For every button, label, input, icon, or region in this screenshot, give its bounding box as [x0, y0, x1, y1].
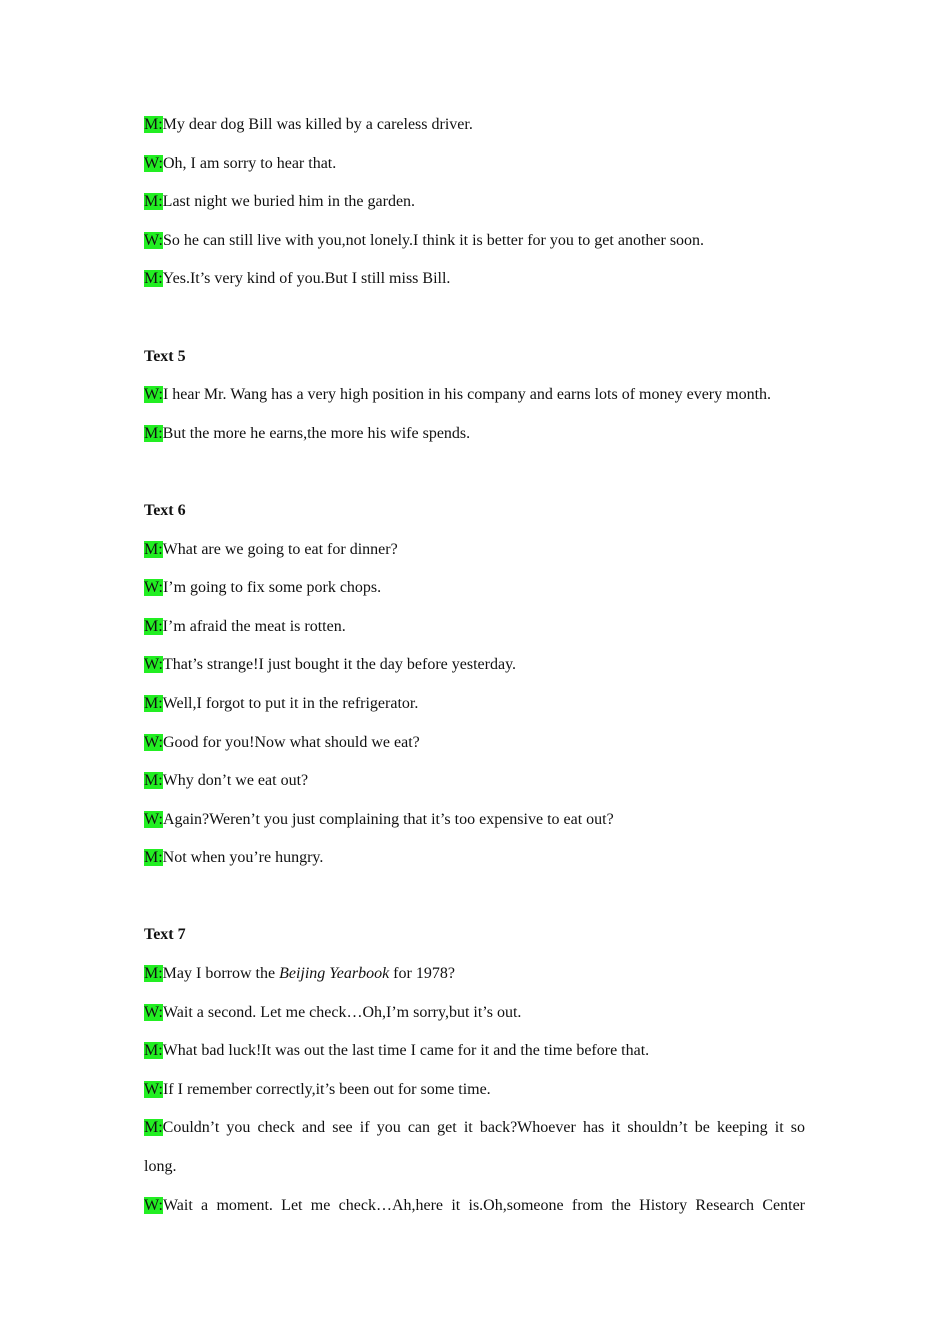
- speaker-label: W:: [144, 1196, 163, 1214]
- speaker-label: M:: [144, 193, 163, 211]
- speaker-label: M:: [144, 617, 163, 635]
- section-gap: [144, 299, 805, 338]
- speaker-label: W:: [144, 733, 163, 751]
- dialogue-line: [144, 1187, 805, 1226]
- dialogue-line: [144, 1032, 805, 1071]
- dialogue-line: [144, 608, 805, 647]
- dialogue-text: I’m afraid the meat is rotten.: [162, 617, 346, 635]
- dialogue-text: So he can still live with you,not lonely.I think it is better for you to get another soon.: [162, 231, 705, 249]
- section-heading: Text 7: [144, 926, 186, 944]
- dialogue-line: [144, 531, 805, 570]
- document-page: [144, 106, 805, 1225]
- dialogue-line: [144, 376, 805, 415]
- dialogue-line: [144, 145, 805, 184]
- speaker-label: M:: [144, 424, 163, 442]
- dialogue-text: Again?Weren’t you just complaining that it’s too expensive to eat out?: [162, 810, 614, 828]
- dialogue-text: Wait a moment. Let me check…Ah,here it is.Oh,someone from the History Research Center: [162, 1196, 805, 1214]
- dialogue-text: Well,I forgot to put it in the refrigerator.: [162, 694, 419, 712]
- dialogue-text: What are we going to eat for dinner?: [162, 540, 398, 558]
- dialogue-line: [144, 183, 805, 222]
- speaker-label: M:: [144, 116, 163, 133]
- dialogue-text: I hear Mr. Wang has a very high position in his company and earns lots of money every month.: [162, 386, 772, 404]
- dialogue-text: Last night we buried him in the garden.: [162, 193, 416, 211]
- dialogue-text: Wait a second. Let me check…Oh,I’m sorry,but it’s out.: [162, 1003, 522, 1021]
- dialogue-line: [144, 646, 805, 685]
- dialogue-text: Why don’t we eat out?: [162, 772, 309, 790]
- section-gap: [144, 453, 805, 492]
- dialogue-line: [144, 801, 805, 840]
- dialogue-line: [144, 569, 805, 608]
- dialogue-line: [144, 415, 805, 454]
- dialogue-line: [144, 839, 805, 878]
- speaker-label: W:: [144, 579, 163, 597]
- dialogue-line: [144, 994, 805, 1033]
- dialogue-line: [144, 260, 805, 299]
- speaker-label: W:: [144, 231, 163, 249]
- dialogue-text: Good for you!Now what should we eat?: [162, 733, 420, 751]
- dialogue-text: Yes.It’s very kind of you.But I still miss Bill.: [162, 270, 451, 288]
- speaker-label: M:: [144, 1042, 163, 1060]
- dialogue-text: Not when you’re hungry.: [162, 849, 324, 867]
- speaker-label: W:: [144, 386, 163, 404]
- speaker-label: M:: [144, 270, 163, 288]
- section-heading: Text 6: [144, 501, 186, 519]
- dialogue-text: for 1978?: [389, 965, 455, 983]
- speaker-label: W:: [144, 810, 163, 828]
- dialogue-text: What bad luck!It was out the last time I came for it and the time before that.: [162, 1042, 650, 1060]
- dialogue-line: [144, 724, 805, 763]
- speaker-label: W:: [144, 656, 163, 674]
- section-heading: Text 5: [144, 347, 186, 365]
- dialogue-line: [144, 106, 805, 145]
- dialogue-text: May I borrow the: [162, 965, 280, 983]
- dialogue-line-continuation: long.: [144, 1158, 177, 1176]
- speaker-label: M:: [144, 772, 163, 790]
- section-gap: [144, 878, 805, 917]
- speaker-label: M:: [144, 849, 163, 867]
- dialogue-line: [144, 955, 805, 994]
- dialogue-text: My dear dog Bill was killed by a careless driver.: [162, 116, 473, 133]
- dialogue-line: [144, 222, 805, 261]
- speaker-label: W:: [144, 1003, 163, 1021]
- dialogue-text: That’s strange!I just bought it the day before yesterday.: [162, 656, 517, 674]
- dialogue-text: Oh, I am sorry to hear that.: [162, 154, 337, 172]
- dialogue-text: Couldn’t you check and see if you can get it back?Whoever has it shouldn’t be keeping it so: [162, 1119, 805, 1137]
- dialogue-line: [144, 1109, 805, 1148]
- speaker-label: W:: [144, 1080, 163, 1098]
- speaker-label: M:: [144, 694, 163, 712]
- dialogue-text: But the more he earns,the more his wife spends.: [162, 424, 471, 442]
- dialogue-text: If I remember correctly,it’s been out for some time.: [162, 1080, 491, 1098]
- dialogue-line: [144, 1071, 805, 1110]
- speaker-label: M:: [144, 540, 163, 558]
- dialogue-text: I’m going to fix some pork chops.: [162, 579, 382, 597]
- speaker-label: M:: [144, 965, 163, 983]
- dialogue-line: [144, 685, 805, 724]
- speaker-label: W:: [144, 154, 163, 172]
- book-title: Beijing Yearbook: [279, 965, 390, 983]
- speaker-label: M:: [144, 1119, 163, 1137]
- dialogue-line: [144, 762, 805, 801]
